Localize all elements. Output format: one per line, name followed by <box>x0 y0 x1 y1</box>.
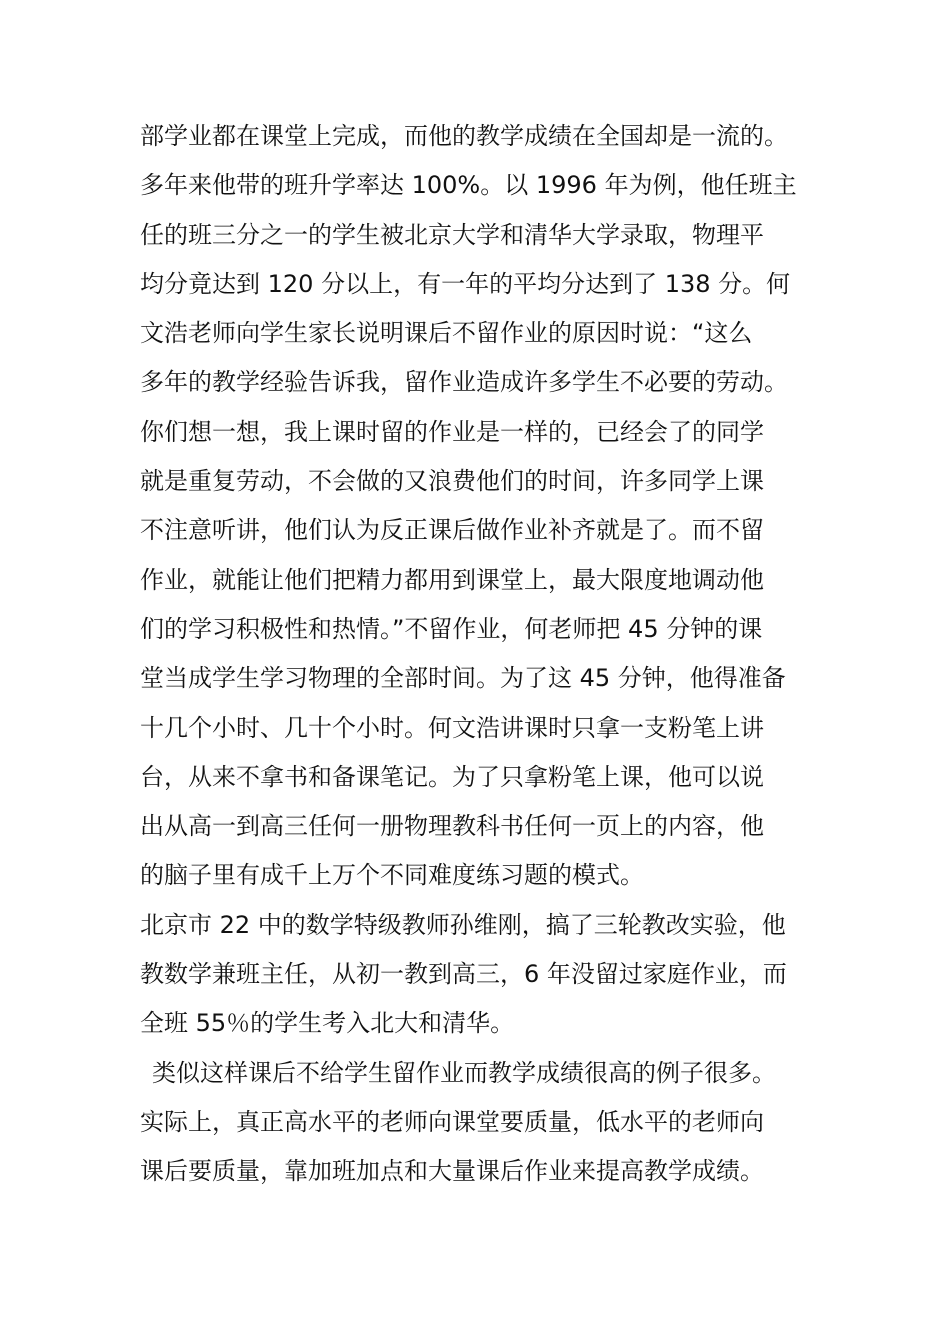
text-line: 作业，就能让他们把精力都用到课堂上，最大限度地调动他 <box>140 565 764 594</box>
text-line: 北京市 22 中的数学特级教师孙维刚，搞了三轮教改实验，他 <box>140 910 786 939</box>
text-line: 台，从来不拿书和备课笔记。为了只拿粉笔上课，他可以说 <box>140 762 764 791</box>
text-line: 的脑子里有成千上万个不同难度练习题的模式。 <box>140 861 644 890</box>
text-line: 多年的教学经验告诉我，留作业造成许多学生不必要的劳动。 <box>140 368 788 397</box>
document-body <box>140 112 830 1197</box>
text-line: 类似这样课后不给学生留作业而教学成绩很高的例子很多。 <box>152 1058 776 1087</box>
text-line: 教数学兼班主任，从初一教到高三，6 年没留过家庭作业，而 <box>140 960 787 989</box>
text-line: 实际上，真正高水平的老师向课堂要质量，低水平的老师向 <box>140 1107 764 1136</box>
text-line: 不注意听讲，他们认为反正课后做作业补齐就是了。而不留 <box>140 516 764 545</box>
text-line: 就是重复劳动，不会做的又浪费他们的时间，许多同学上课 <box>140 467 764 496</box>
text-line: 文浩老师向学生家长说明课后不留作业的原因时说：“这么 <box>140 319 753 348</box>
text-line: 们的学习积极性和热情。”不留作业，何老师把 45 分钟的课 <box>140 614 763 643</box>
text-line: 堂当成学生学习物理的全部时间。为了这 45 分钟，他得准备 <box>140 664 786 693</box>
text-line: 十几个小时、几十个小时。何文浩讲课时只拿一支粉笔上讲 <box>140 713 764 742</box>
text-line: 多年来他带的班升学率达 100%。以 1996 年为例，他任班主 <box>140 171 797 200</box>
text-line: 课后要质量，靠加班加点和大量课后作业来提高教学成绩。 <box>140 1157 764 1186</box>
text-line: 任的班三分之一的学生被北京大学和清华大学录取，物理平 <box>140 220 764 249</box>
text-line: 出从高一到高三任何一册物理教科书任何一页上的内容，他 <box>140 812 764 841</box>
text-line: 均分竟达到 120 分以上，有一年的平均分达到了 138 分。何 <box>140 269 791 298</box>
text-line: 部学业都在课堂上完成，而他的教学成绩在全国却是一流的。 <box>140 122 788 150</box>
text-line: 你们想一想，我上课时留的作业是一样的，已经会了的同学 <box>140 417 764 446</box>
text-line: 全班 55％的学生考入北大和清华。 <box>140 1009 515 1038</box>
